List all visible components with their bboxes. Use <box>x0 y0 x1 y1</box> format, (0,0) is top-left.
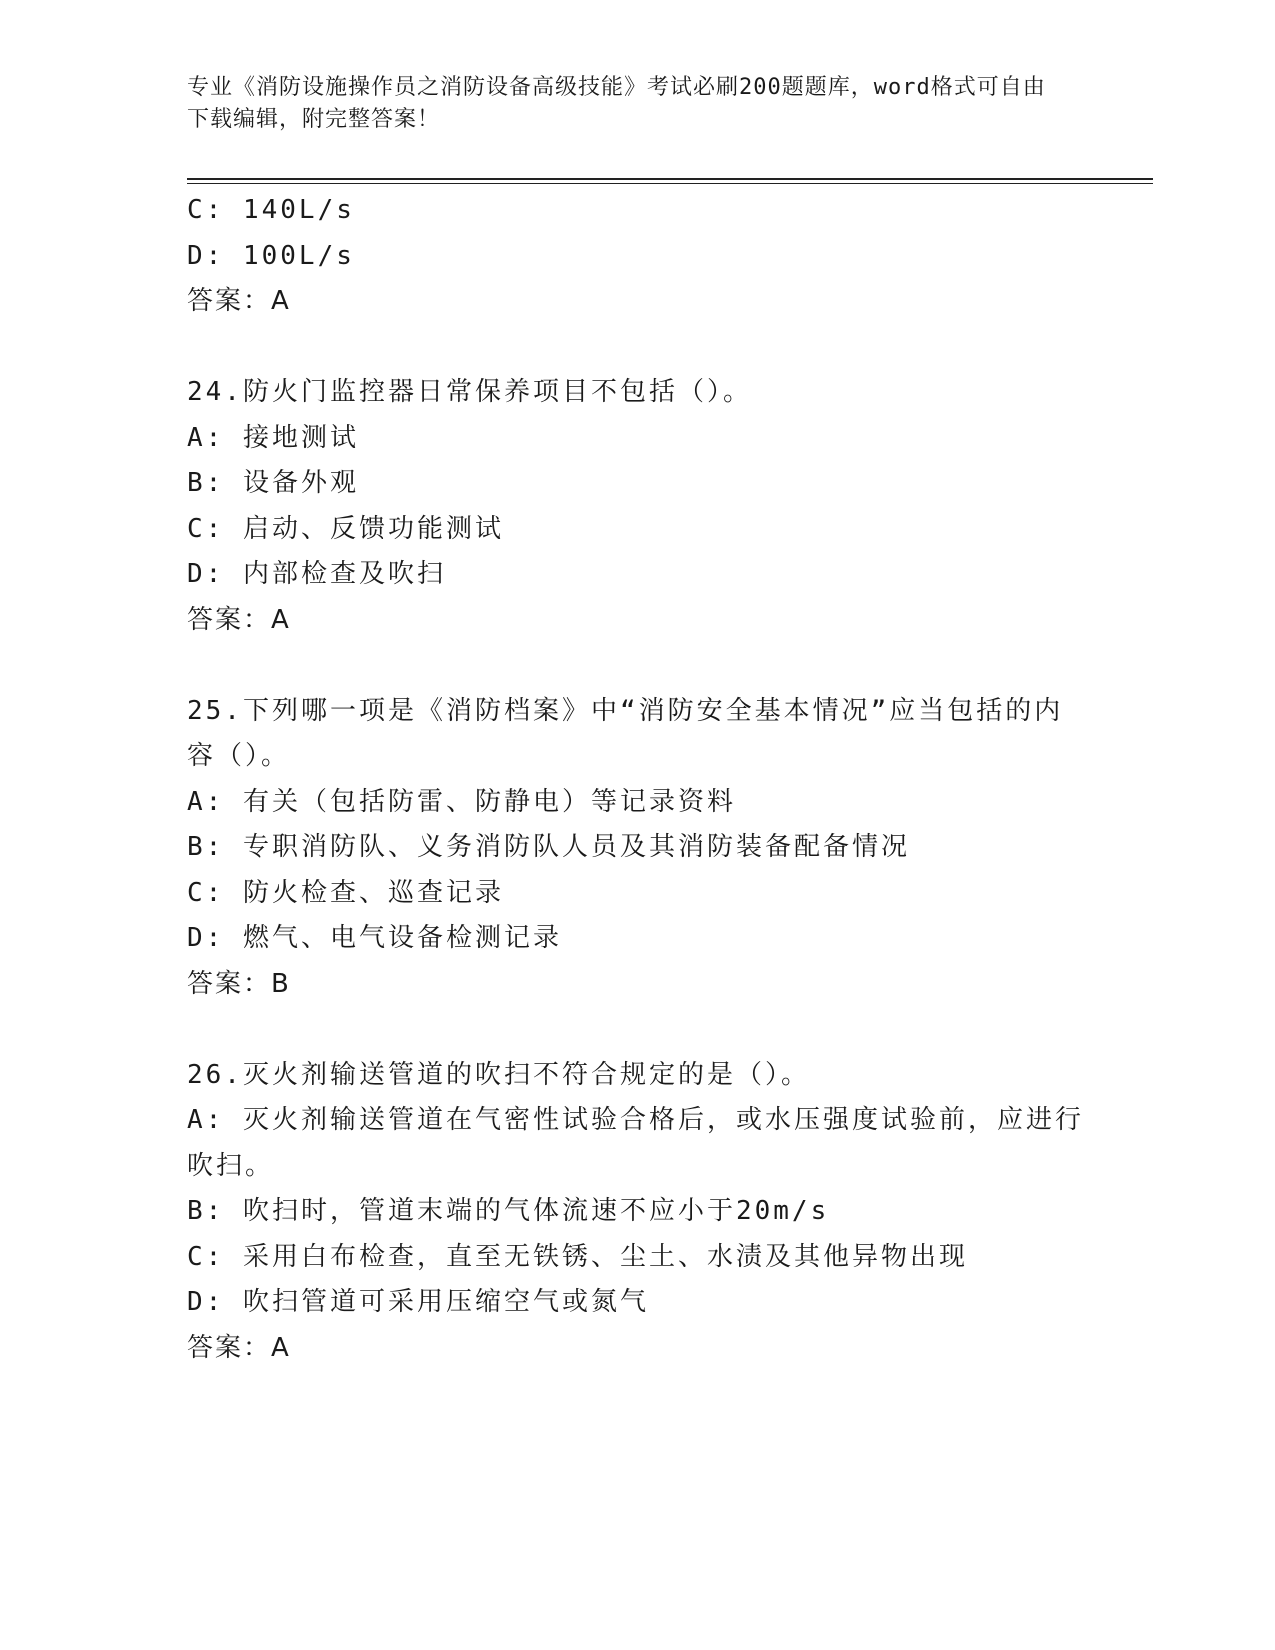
header-divider <box>187 178 1153 184</box>
question-list <box>187 188 1087 1371</box>
option-a: A: 有关（包括防雷、防静电）等记录资料 <box>187 786 736 817</box>
header-title: 专业《消防设施操作员之消防设备高级技能》考试必刷200题题库，word格式可自由下载编辑，附完整答案！ <box>187 75 1046 132</box>
option-d: D: 100L/s <box>187 240 355 271</box>
question-stem: 25.下列哪一项是《消防档案》中“消防安全基本情况”应当包括的内容（）。 <box>187 695 1064 771</box>
question-spacer <box>187 325 1087 371</box>
question-spacer <box>187 643 1087 689</box>
option-c: C: 采用白布检查，直至无铁锈、尘土、水渍及其他异物出现 <box>187 1241 968 1272</box>
option-c: C: 140L/s <box>187 195 355 225</box>
option-b: B: 吹扫时，管道末端的气体流速不应小于20m/s <box>187 1196 830 1226</box>
question-stem: 24.防火门监控器日常保养项目不包括（）。 <box>187 377 752 407</box>
answer-label: 答案：A <box>187 286 291 316</box>
option-c: C: 防火检查、巡查记录 <box>187 877 504 908</box>
answer-label: 答案：A <box>187 1332 291 1363</box>
answer-label: 答案：B <box>187 968 291 999</box>
question-26 <box>187 1053 1087 1372</box>
option-b: B: 专职消防队、义务消防队人员及其消防装备配备情况 <box>187 832 910 862</box>
option-a: A: 接地测试 <box>187 422 359 453</box>
question-25 <box>187 689 1087 1008</box>
option-d: D: 吹扫管道可采用压缩空气或氮气 <box>187 1287 649 1317</box>
option-b: B: 设备外观 <box>187 468 359 498</box>
answer-label: 答案：A <box>187 604 291 635</box>
question-23-tail <box>187 188 1087 325</box>
option-d: D: 燃气、电气设备检测记录 <box>187 923 562 953</box>
option-d: D: 内部检查及吹扫 <box>187 559 446 589</box>
option-a: A: 灭火剂输送管道在气密性试验合格后，或水压强度试验前，应进行吹扫。 <box>187 1105 1084 1181</box>
question-24 <box>187 370 1087 643</box>
option-c: C: 启动、反馈功能测试 <box>187 513 504 544</box>
question-spacer <box>187 1007 1087 1053</box>
page-header <box>187 72 1067 136</box>
question-stem: 26.灭火剂输送管道的吹扫不符合规定的是（）。 <box>187 1059 810 1090</box>
